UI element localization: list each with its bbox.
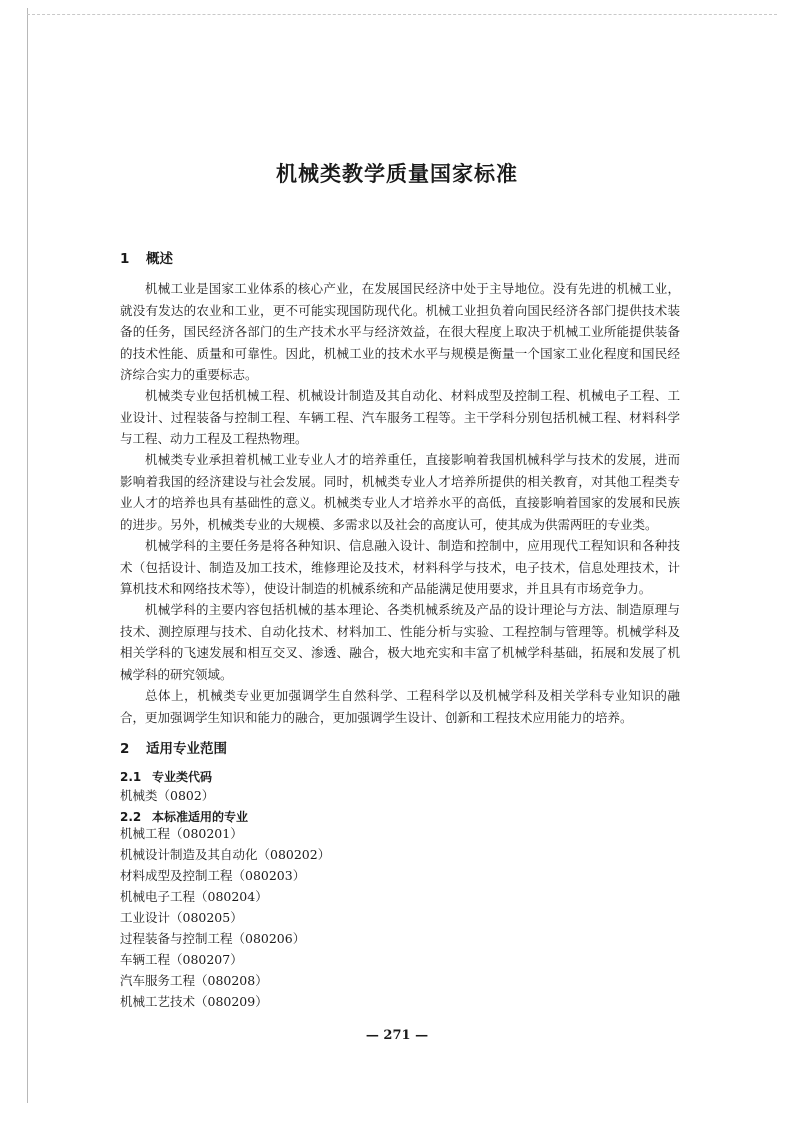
section-1-paragraph-3: 机械类专业承担着机械工业专业人才的培养重任，直接影响着我国机械科学与技术的发展，进而影响着我国的经济建设与社会发展。同时，机械类专业人才培养所提供的相关教育，对其他工程类专业人才的培养也具有基础性的意义。机械类专业人才培养水平的高低，直接影响着国家的发展和民族的进步。另外，机械类专业的大规模、多需求以及社会的高度认可，使其成为供需两旺的专业类。 (120, 452, 680, 532)
list-item: 汽车服务工程（080208） (120, 973, 268, 988)
section-1-title: 概述 (146, 251, 173, 267)
list-item: 材料成型及控制工程（080203） (120, 868, 306, 883)
section-1-paragraph-6: 总体上，机械类专业更加强调学生自然科学、工程科学以及机械学科及相关学科专业知识的融合，更加强调学生知识和能力的融合，更加强调学生设计、创新和工程技术应用能力的培养。 (120, 688, 680, 725)
document-title: 机械类教学质量国家标准 (276, 162, 518, 186)
subsection-2-1-title: 专业类代码 (152, 770, 213, 784)
section-1-number: 1 (120, 251, 130, 267)
list-item: 车辆工程（080207） (120, 952, 243, 967)
page-number: — 271 — (365, 1028, 429, 1043)
subsection-2-1-heading (120, 768, 212, 785)
section-1-paragraph-2: 机械类专业包括机械工程、机械设计制造及其自动化、材料成型及控制工程、机械电子工程、工业设计、过程装备与控制工程、车辆工程、汽车服务工程等。主干学科分别包括机械工程、材料科学与工程、动力工程及工程热物理。 (120, 388, 680, 446)
section-2-number: 2 (120, 741, 130, 757)
section-2-heading (120, 737, 227, 757)
list-item: 机械设计制造及其自动化（080202） (120, 847, 331, 862)
major-list (120, 823, 330, 1012)
discipline-code: 机械类（0802） (120, 788, 215, 803)
list-item: 工业设计（080205） (120, 910, 243, 925)
list-item: 机械工程（080201） (120, 826, 243, 841)
list-item: 机械电子工程（080204） (120, 889, 268, 904)
section-1-paragraph-4: 机械学科的主要任务是将各种知识、信息融入设计、制造和控制中，应用现代工程知识和各种技术（包括设计、制造及加工技术，维修理论及技术，材料科学与技术，电子技术，信息处理技术，计算机技术和网络技术等），使设计制造的机械系统和产品能满足使用要求，并且具有市场竞争力。 (120, 538, 680, 596)
section-1-paragraph-5: 机械学科的主要内容包括机械的基本理论、各类机械系统及产品的设计理论与方法、制造原理与技术、测控原理与技术、自动化技术、材料加工、性能分析与实验、工程控制与管理等。机械学科及相关学科的飞速发展和相互交叉、渗透、融合，极大地充实和丰富了机械学科基础，拓展和发展了机械学科的研究领域。 (120, 602, 680, 682)
section-1-heading (120, 247, 173, 267)
section-2-title: 适用专业范围 (146, 741, 227, 757)
section-1-paragraph-1: 机械工业是国家工业体系的核心产业，在发展国民经济中处于主导地位。没有先进的机械工业，就没有发达的农业和工业，更不可能实现国防现代化。机械工业担负着向国民经济各部门提供技术装备的任务，国民经济各部门的生产技术水平与经济效益，在很大程度上取决于机械工业所能提供装备的技术性能、质量和可靠性。因此，机械工业的技术水平与规模是衡量一个国家工业化程度和国民经济综合实力的重要标志。 (120, 281, 680, 382)
subsection-2-2-number: 2.2 (120, 810, 142, 824)
list-item: 机械工艺技术（080209） (120, 994, 268, 1009)
list-item: 过程装备与控制工程（080206） (120, 931, 306, 946)
subsection-2-2-title: 本标准适用的专业 (152, 810, 249, 824)
subsection-2-1-number: 2.1 (120, 770, 142, 784)
scan-edge-top (27, 14, 777, 15)
